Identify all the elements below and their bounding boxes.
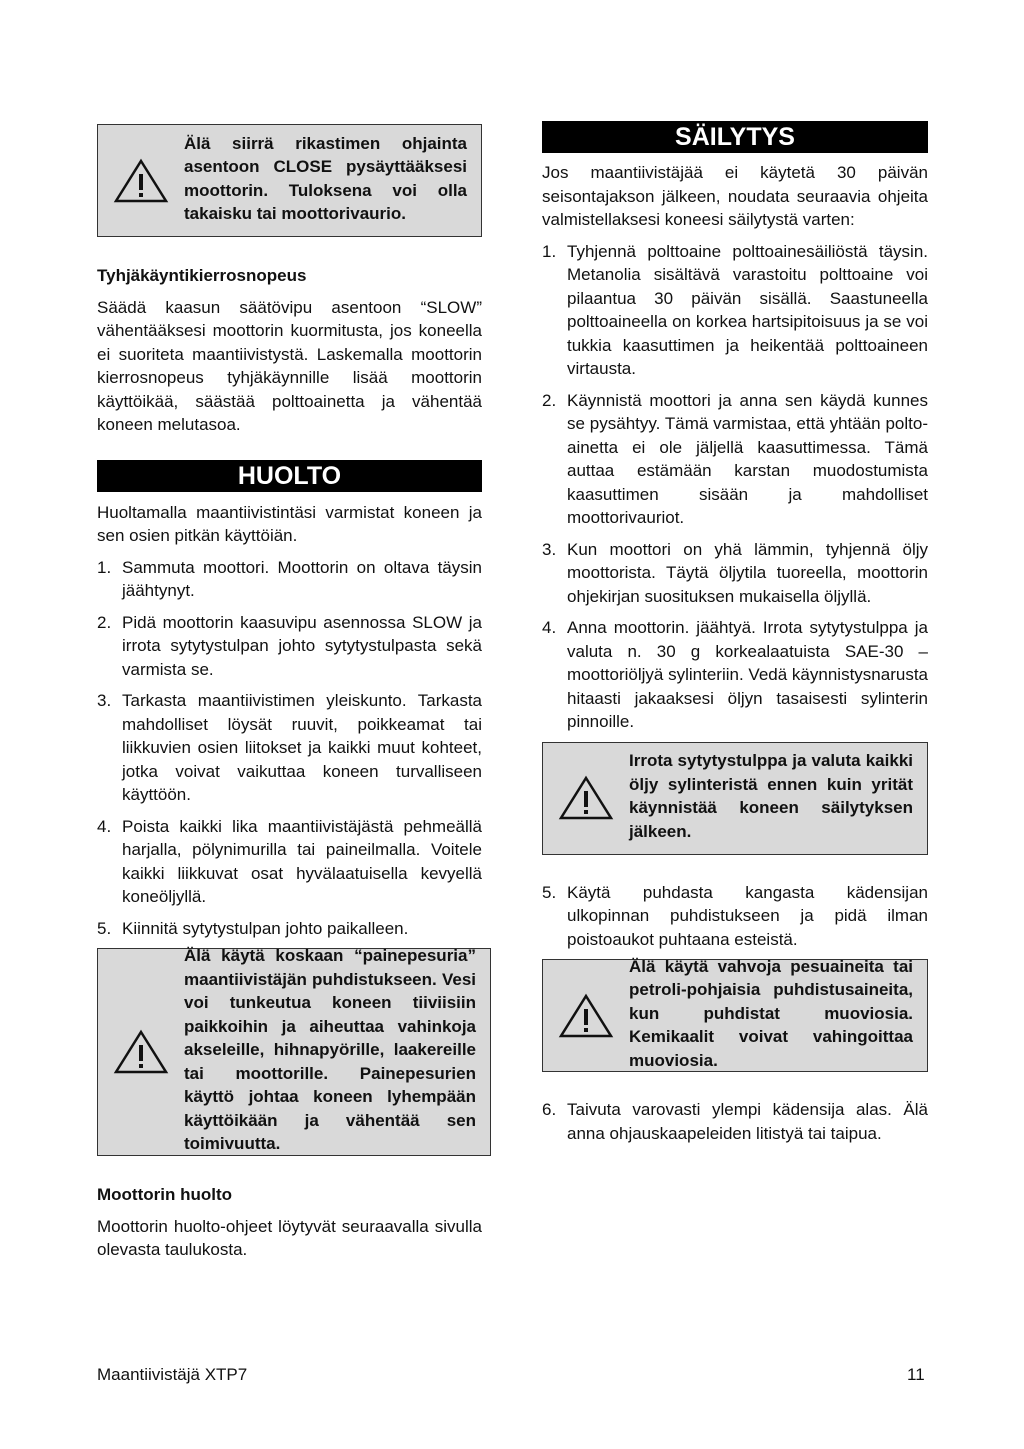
warning-box-solvents <box>542 956 928 1072</box>
warning-triangle-icon <box>543 775 629 821</box>
list-item: 6. Taivuta varovasti ylempi kädensija alas. Älä anna ohjauskaapeleiden litistyä tai taipua. <box>542 1100 928 1143</box>
section-band-huolto: HUOLTO <box>97 460 482 492</box>
warning-triangle-icon <box>98 158 184 204</box>
list-item: 3. Kun moottori on yhä lämmin, tyhjennä öljy moottorista. Täytä öljytila tuoreella, moottorin ohjekirjan suosituksen mukaisella öljyllä. <box>542 539 928 606</box>
storage-steps-final <box>542 1098 928 1145</box>
footer-product-name: Maantiivistäjä XTP7 <box>97 1365 248 1384</box>
warning-text: Älä käytä vahvoja pesuaineita tai petroli-pohjaisia puhdistusaineita, kun puhdistat muoviosia. Kemikaalit voivat vahingoittaa muoviosia. <box>629 956 913 1070</box>
list-item: 5. Käytä puhdasta kangasta kädensijan ulkopinnan puhdistukseen ja pidä ilman poistoaukot puhtaana esteistä. <box>542 882 928 949</box>
warning-box-choke <box>97 124 482 237</box>
engine-maintenance-text: Moottorin huolto-ohjeet löytyvät seuraavalla sivulla olevasta taulukosta. <box>97 1216 482 1259</box>
list-item: 1. Sammuta moottori. Moottorin on oltava täysin jäähtynyt. <box>97 557 482 600</box>
warning-triangle-icon <box>98 1029 184 1075</box>
engine-maintenance-title: Moottorin huolto <box>97 1185 233 1204</box>
warning-triangle-icon <box>543 993 629 1039</box>
list-item: 4. Poista kaikki lika maantiivistäjästä pehmeällä harjalla, pölynimurilla tai paineilmalla. Voitele kaikki liikkuvat osat hyvälaatuisella kevyellä koneöljyllä. <box>97 816 482 906</box>
warning-text: Irrota sytytystulppa ja valuta kaikki öljy sylinteristä ennen kuin yrität käynnistää koneen säilytyksen jälkeen. <box>629 751 913 841</box>
list-item: 2. Käynnistä moottori ja anna sen käydä kunnes se pysähtyy. Tämä varmistaa, että yhtään polto-ainetta ei ole jäljellä kaasuttimessa. Tämä auttaa estämään karstan muodostumista kaasuttimen sisään ja mahdolliset moottorivauriot. <box>542 390 928 527</box>
list-item: 2. Pidä moottorin kaasuvipu asennossa SLOW ja irrota sytytystulpan johto sytytystulpasta sekä varmista se. <box>97 612 482 679</box>
storage-steps-continued <box>542 881 928 952</box>
list-item: 3. Tarkasta maantiivistimen yleiskunto. Tarkasta mahdolliset löysät ruuvit, poikkeamat tai liikkuvien osien liitokset ja kaikki muut kohteet, jotka voivat vaikuttaa koneen turvalliseen käyttöön. <box>97 691 482 804</box>
huolto-intro: Huoltamalla maantiivistintäsi varmistat koneen ja sen osien pitkän käyttöiän. <box>97 502 482 545</box>
storage-steps <box>542 240 928 734</box>
footer-page-number: 11 <box>907 1365 925 1384</box>
warning-box-spark-plug <box>542 742 928 855</box>
right-column <box>542 121 928 1153</box>
list-item: 1. Tyhjennä polttoaine polttoainesäiliöstä täysin. Metanolia sisältävä varastoitu polttoaine voi pilaantua 30 päivän sisällä. Saastuneella polttoaineella on korkea hartsipitoisuus ja se voi tukkia kaasuttimen ja heikentää polttoaineen virtausta. <box>542 241 928 378</box>
section-band-sailytys: SÄILYTYS <box>542 121 928 153</box>
maintenance-steps <box>97 556 482 941</box>
idle-speed-title: Tyhjäkäyntikierrosnopeus <box>97 266 307 285</box>
warning-text: Älä siirrä rikastimen ohjainta asentoon CLOSE pysäyttääksesi moottorin. Tuloksena voi olla takaisku tai moottorivaurio. <box>184 133 467 223</box>
left-column <box>97 124 482 1262</box>
storage-intro: Jos maantiivistäjää ei käytetä 30 päivän seisontajakson jälkeen, noudata seuraavia ohjeita valmistellaksesi koneesi säilytystä varten: <box>542 163 928 229</box>
list-item: 5. Kiinnitä sytytystulpan johto paikalleen. <box>97 918 409 938</box>
warning-text: Älä käytä koskaan “painepesuria” maantiivistäjän puhdistukseen. Vesi voi tunkeutua koneen tiiviisiin paikkoihin ja aiheuttaa vahinkoja akseleille, hihnapyörille, laakereille tai moottorille. Painepesurien käyttö johtaa koneen lyhempään käyttöikään ja vähentää sen toimivuutta. <box>184 946 476 1154</box>
list-item: 4. Anna moottorin. jäähtyä. Irrota sytytystulppa ja valuta n. 30 g korkealaatuista SAE-30 – moottoriöljyä sylinteriin. Vedä käynnistysnarusta hitaasti jakaaksesi öljyn tasaisesti sylinterin pinnoille. <box>542 618 928 731</box>
idle-speed-text: Säädä kaasun säätövipu asentoon “SLOW” vähentääksesi moottorin kuormitusta, jos koneella ei suoriteta maantiivistystä. Laskemalla moottorin kierrosnopeus tyhjäkäynnille lisää moottorin käyttöikää, säästää polttoainetta ja vähentää koneen melutasoa. <box>97 297 482 434</box>
warning-box-pressure-washer <box>97 948 491 1156</box>
